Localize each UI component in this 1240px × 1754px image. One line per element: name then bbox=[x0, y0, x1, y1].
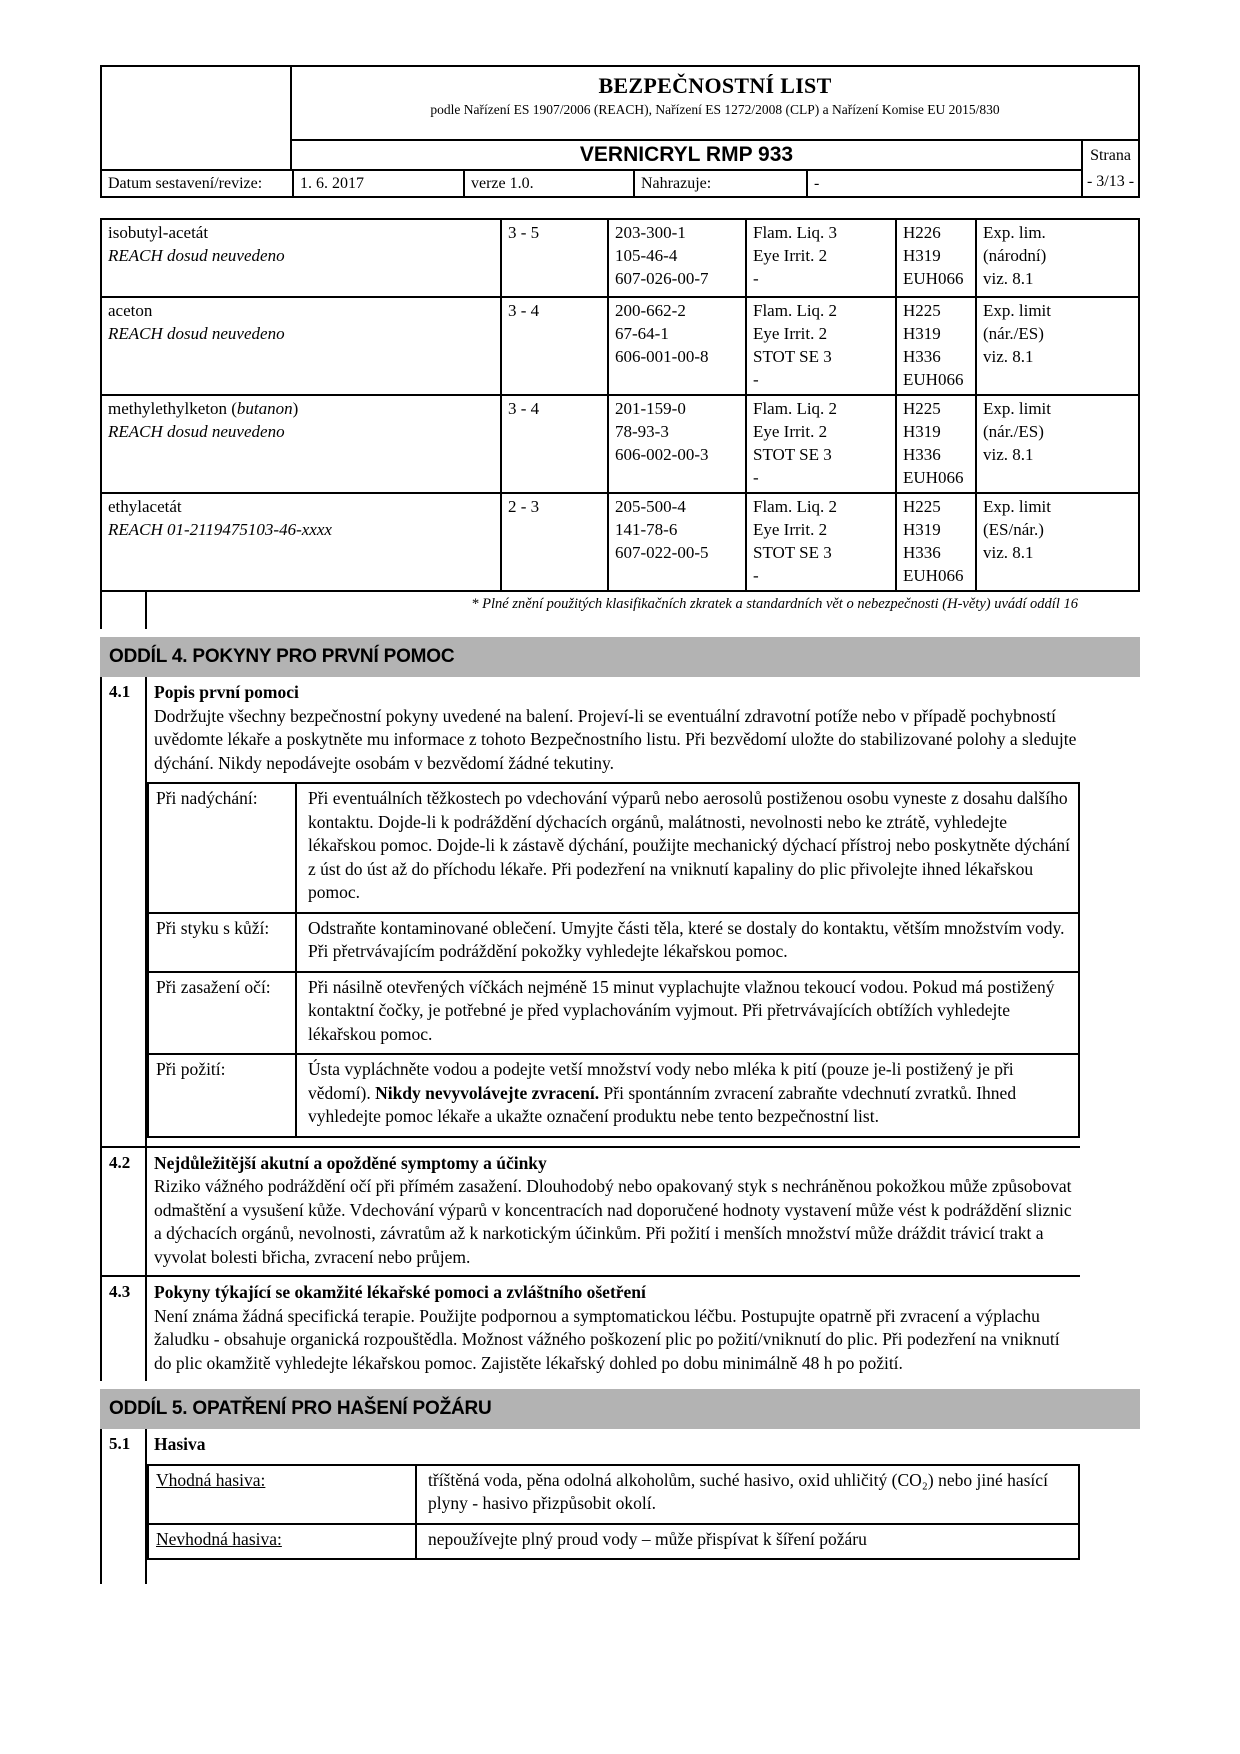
table-row bbox=[102, 296, 1138, 394]
ec-cas-index-numbers: 203-300-1 105-46-4 607-026-00-7 bbox=[607, 220, 745, 296]
extinguishing-media-table bbox=[147, 1464, 1080, 1561]
substance-name: methylethylketon (butanon) bbox=[108, 399, 299, 418]
extinguishing-row bbox=[149, 1466, 1078, 1523]
row-text: tříštěná voda, pěna odolná alkoholům, suché hasivo, oxid uhličitý (CO₂) nebo jiné hasící plyny - hasivo přizpůsobit okolí. bbox=[428, 1469, 1048, 1513]
section-5-body bbox=[100, 1429, 1080, 1584]
row-text: Při eventuálních těžkostech po vdechování výparů nebo aerosolů postiženou osobu vyneste z dosahu dalšího kontaktu. Dojde-li k podráždění dýchacích orgánů, malátnosti, nevolnosti nebo ke ztrátě, vyhledejte lékařskou pomoc. Dojde-li k zástavě dýchání, použijte mechanický dýchací přístroj nebo poskytněte dýchání z úst do úst až do příchodu lékaře. Při podezření na vniknutí kapaliny do plic přivolejte ihned lékařskou pomoc. bbox=[308, 788, 1070, 902]
block-5-1 bbox=[100, 1429, 1080, 1584]
subsection-heading: Nejdůležitější akutní a opožděné symptomy a účinky bbox=[154, 1152, 547, 1173]
concentration-range: 3 - 5 bbox=[500, 220, 607, 296]
document-title-cell bbox=[292, 67, 1138, 139]
block-4-3 bbox=[100, 1275, 1080, 1381]
section-number: 5.1 bbox=[102, 1429, 147, 1584]
first-aid-row bbox=[149, 971, 1078, 1054]
substance-cell bbox=[102, 396, 500, 492]
classification: Flam. Liq. 3 Eye Irrit. 2 - bbox=[745, 220, 895, 296]
reach-note: REACH dosud neuvedeno bbox=[108, 324, 285, 343]
table-row bbox=[102, 492, 1138, 590]
row-text: nepoužívejte plný proud vody – může přispívat k šíření požáru bbox=[428, 1528, 867, 1549]
row-text: Odstraňte kontaminované oblečení. Umyjte části těla, které se dostaly do kontaktu, větším množstvím vody. Při přetrvávajícím podráždění pokožky vyhledejte lékařskou pomoc. bbox=[308, 917, 1065, 961]
doc-subtitle: podle Nařízení ES 1907/2006 (REACH), Nařízení ES 1272/2008 (CLP) a Nařízení Komise EU 2015/830 bbox=[430, 102, 1000, 117]
ec-cas-index-numbers: 200-662-2 67-64-1 606-001-00-8 bbox=[607, 298, 745, 394]
page-content bbox=[100, 65, 1140, 1584]
substance-cell bbox=[102, 298, 500, 394]
replaces-label: Nahrazuje: bbox=[633, 169, 806, 196]
exposure-limit-note: Exp. limit (nár./ES) viz. 8.1 bbox=[975, 298, 1138, 394]
classification: Flam. Liq. 2 Eye Irrit. 2 STOT SE 3 - bbox=[745, 396, 895, 492]
row-label: Při požití: bbox=[149, 1055, 297, 1136]
classification-footnote: * Plné znění použitých klasifikačních zkratek a standardních vět o nebezpečnosti (H-věty) uvádí oddíl 16 bbox=[471, 596, 1078, 612]
date-value: 1. 6. 2017 bbox=[292, 169, 463, 196]
row-label: Při zasažení očí: bbox=[149, 973, 297, 1054]
composition-table bbox=[100, 218, 1140, 592]
first-aid-intro: Dodržujte všechny bezpečnostní pokyny uvedené na balení. Projeví-li se eventuální zdravotní potíže nebo v případě pochybností uvědomte lékaře a poskytněte mu informace z tohoto Bezpečnostního listu. Při bezvědomí uložte do stabilizované polohy a sledujte dýchání. Nikdy nepodávejte osobám v bezvědomí žádné tekutiny. bbox=[154, 705, 1077, 773]
first-aid-row bbox=[149, 912, 1078, 971]
date-label: Datum sestavení/revize: bbox=[102, 169, 292, 196]
row-label: Při styku s kůží: bbox=[149, 914, 297, 971]
extinguishing-row bbox=[149, 1523, 1078, 1559]
block-4-2 bbox=[100, 1146, 1080, 1276]
reach-note: REACH 01-2119475103-46-xxxx bbox=[108, 520, 332, 539]
first-aid-table bbox=[147, 782, 1080, 1138]
subsection-heading: Hasiva bbox=[154, 1434, 206, 1454]
section-4-title: ODDÍL 4. POKYNY PRO PRVNÍ POMOC bbox=[109, 646, 455, 667]
h-codes: H225 H319 H336 EUH066 bbox=[895, 298, 975, 394]
concentration-range: 2 - 3 bbox=[500, 494, 607, 590]
exposure-limit-note: Exp. limit (ES/nár.) viz. 8.1 bbox=[975, 494, 1138, 590]
block-4-1 bbox=[100, 677, 1080, 1146]
substance-cell bbox=[102, 220, 500, 296]
header-table bbox=[100, 65, 1140, 198]
classification: Flam. Liq. 2 Eye Irrit. 2 STOT SE 3 - bbox=[745, 494, 895, 590]
table-row bbox=[102, 394, 1138, 492]
section-5-header bbox=[100, 1389, 1140, 1429]
page-cell bbox=[1081, 139, 1138, 196]
replaces-value: - bbox=[806, 169, 1081, 196]
table-row bbox=[102, 220, 1138, 296]
section-number: 4.3 bbox=[102, 1277, 147, 1381]
classification: Flam. Liq. 2 Eye Irrit. 2 STOT SE 3 - bbox=[745, 298, 895, 394]
substance-name: isobutyl-acetát bbox=[108, 223, 209, 242]
h-codes: H225 H319 H336 EUH066 bbox=[895, 494, 975, 590]
substance-name: aceton bbox=[108, 301, 153, 320]
doc-title: BEZPEČNOSTNÍ LIST bbox=[598, 73, 832, 98]
exposure-limit-note: Exp. limit (nár./ES) viz. 8.1 bbox=[975, 396, 1138, 492]
row-label: Vhodná hasiva: bbox=[149, 1466, 417, 1523]
row-text: Při násilně otevřených víčkách nejméně 15 minut vyplachujte vlažnou tekoucí vodou. Pokud má postižený kontaktní čočky, je potřebné je před vyplachováním vyjmout. Při přetrvávajících obtížích vyhledejte lékařskou pomoc. bbox=[308, 976, 1055, 1044]
h-codes: H225 H319 H336 EUH066 bbox=[895, 396, 975, 492]
version-value: verze 1.0. bbox=[463, 169, 633, 196]
section-number: 4.2 bbox=[102, 1148, 147, 1276]
first-aid-row bbox=[149, 784, 1078, 912]
concentration-range: 3 - 4 bbox=[500, 298, 607, 394]
exposure-limit-note: Exp. lim. (národní) viz. 8.1 bbox=[975, 220, 1138, 296]
concentration-range: 3 - 4 bbox=[500, 396, 607, 492]
row-label: Při nadýchání: bbox=[149, 784, 297, 912]
product-name: VERNICRYL RMP 933 bbox=[292, 139, 1081, 169]
page-number: - 3/13 - bbox=[1086, 173, 1135, 190]
reach-note: REACH dosud neuvedeno bbox=[108, 246, 285, 265]
section-number: 4.1 bbox=[102, 677, 147, 1146]
reach-note: REACH dosud neuvedeno bbox=[108, 422, 285, 441]
section-4-header bbox=[100, 637, 1140, 677]
subsection-text: Není známa žádná specifická terapie. Použijte podpornou a symptomatickou léčbu. Postupujte opatrně při zvracení a výplachu žaludku - obsahuje organická rozpouštědla. Možnost vážného poškození plic po požití/vniknutí do plic. Při podezření na vniknutí do plic okamžitě vyhledejte lékařskou pomoc. Zajistěte lékařský dohled po dobu minimálně 48 h po požití. bbox=[154, 1305, 1060, 1373]
logo-cell bbox=[102, 67, 292, 169]
substance-cell bbox=[102, 494, 500, 590]
substance-name: ethylacetát bbox=[108, 497, 182, 516]
row-text: Ústa vypláchněte vodou a podejte vetší množství vody nebo mléka k pití (pouze je-li postižený je při vědomí). Nikdy nevyvolávejte zvracení. Při spontánním zvracení zabraňte vdechnutí zvratků. Ihned vyhledejte pomoc lékaře a ukažte označení produktu nebe tento bezpečnostní list. bbox=[308, 1059, 1017, 1126]
number-column-spacer bbox=[102, 592, 147, 629]
page-label: Strana bbox=[1090, 147, 1131, 164]
subsection-text: Riziko vážného podráždění očí při přímém zasažení. Dlouhodobý nebo opakovaný styk s nechráněnou pokožkou může způsobovat odmaštění a vysušení kůže. Vdechování výparů v koncentracích nad doporučené hodnoty vystavení může vést k podráždění sliznic a dýchacích orgánů, nevolnosti, závratům až k narkotickým účinkům. Při požití i menších množství může dráždit trávicí trakt a vyvolat bolesti břicha, zvracení nebo průjem. bbox=[154, 1176, 1072, 1267]
row-label: Nevhodná hasiva: bbox=[149, 1525, 417, 1559]
ec-cas-index-numbers: 205-500-4 141-78-6 607-022-00-5 bbox=[607, 494, 745, 590]
first-aid-row bbox=[149, 1053, 1078, 1136]
h-codes: H226 H319 EUH066 bbox=[895, 220, 975, 296]
section-4-body bbox=[100, 677, 1080, 1381]
ec-cas-index-numbers: 201-159-0 78-93-3 606-002-00-3 bbox=[607, 396, 745, 492]
section-5-title: ODDÍL 5. OPATŘENÍ PRO HAŠENÍ POŽÁRU bbox=[109, 1398, 492, 1419]
footnote-row bbox=[100, 592, 1080, 629]
subsection-heading: Pokyny týkající se okamžité lékařské pomoci a zvláštního ošetření bbox=[154, 1282, 646, 1302]
subsection-heading: Popis první pomoci bbox=[154, 682, 299, 702]
